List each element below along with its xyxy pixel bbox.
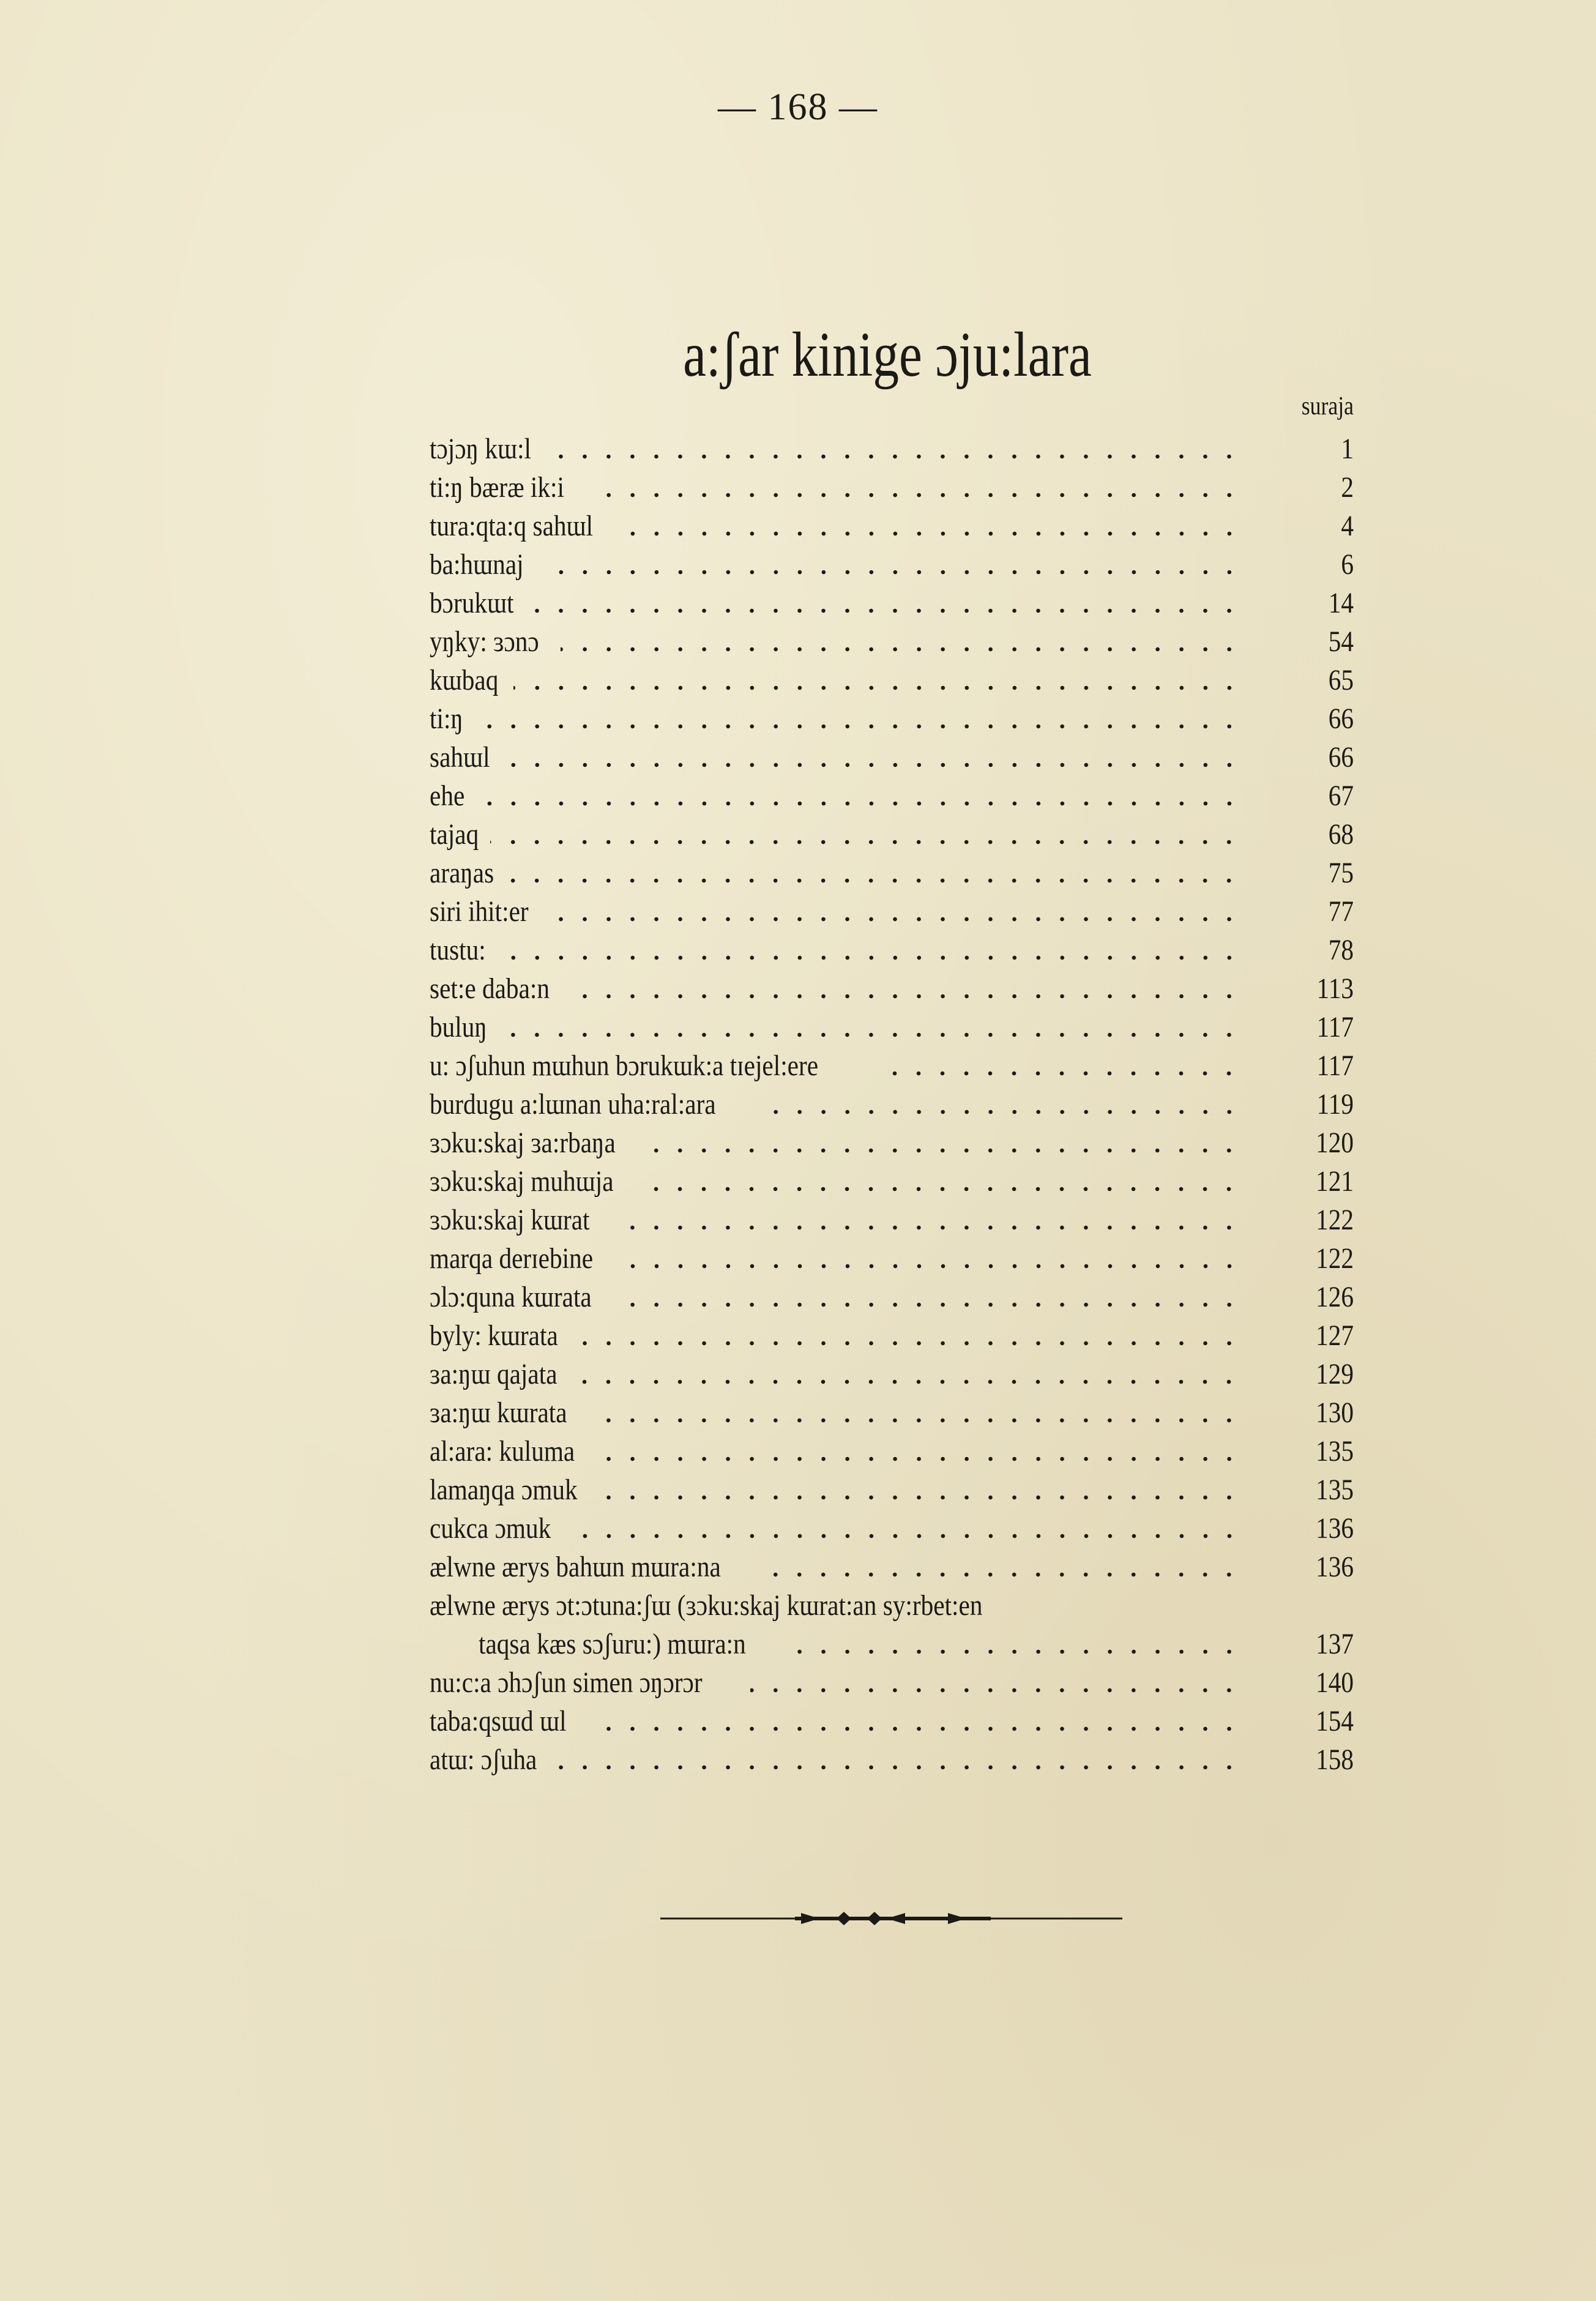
- toc-entry-title: lamaŋqa ɔmuk: [430, 1474, 578, 1506]
- dot-leader: [551, 453, 1241, 460]
- toc-entry-title: taba:qsɯd ɯl: [430, 1705, 567, 1737]
- toc-entry-title: yŋky: ɜɔnɔ: [430, 625, 539, 658]
- toc-entry: [430, 1008, 1354, 1046]
- toc-entry-page: 78: [1328, 934, 1354, 966]
- toc-entry-page: 4: [1341, 510, 1354, 542]
- toc-entry: [430, 969, 1354, 1008]
- toc-entry-page: 2: [1341, 471, 1354, 504]
- toc-entry: [430, 738, 1354, 777]
- toc-entry-title: tura:qta:q sahɯl: [430, 510, 594, 542]
- table-of-contents: [430, 430, 1354, 1779]
- dot-leader: [766, 1109, 1241, 1115]
- toc-entry-page: 127: [1316, 1319, 1354, 1352]
- dot-leader: [592, 1726, 1241, 1732]
- page-title: a:ʃar kinige ɔju:lara: [683, 319, 1092, 390]
- toc-entry-title: ælwne ærys bahɯn mɯra:na: [430, 1551, 721, 1583]
- toc-entry-title: ti:ŋ bæræ ik:i: [430, 471, 564, 504]
- page-number: — 168 —: [718, 86, 878, 128]
- toc-entry-page: 129: [1316, 1358, 1354, 1390]
- toc-entry: [430, 545, 1354, 584]
- toc-entry-page: 54: [1328, 625, 1354, 658]
- toc-entry-title: kɯbaq: [430, 664, 499, 696]
- toc-entry-page: 117: [1316, 1011, 1354, 1043]
- toc-entry: [430, 1740, 1354, 1779]
- toc-entry-title: ɜa:ŋɯ kɯrata: [430, 1397, 567, 1429]
- toc-entry-title: sahɯl: [430, 741, 490, 774]
- toc-entry: [430, 1702, 1354, 1740]
- toc-entry-title: ɜɔku:skaj kɯrat: [430, 1204, 590, 1236]
- toc-entry-title: ehe: [430, 780, 465, 812]
- toc-entry-page: 117: [1316, 1050, 1354, 1082]
- toc-entry-page: 154: [1316, 1705, 1354, 1737]
- dot-leader: [793, 1649, 1241, 1655]
- toc-entry-page: 75: [1328, 857, 1354, 889]
- toc-entry: [430, 1239, 1354, 1278]
- ornament-divider: [660, 1909, 1122, 1928]
- toc-entry-page: 140: [1316, 1666, 1354, 1699]
- toc-entry-title: araŋas: [430, 857, 494, 889]
- toc-entry-page: 121: [1316, 1165, 1354, 1198]
- toc-entry-title: bɔrukɯt: [430, 587, 514, 619]
- toc-entry: [430, 1625, 1354, 1663]
- toc-entry: [430, 1548, 1354, 1586]
- toc-entry-page: 113: [1316, 972, 1354, 1005]
- dot-leader: [647, 1186, 1241, 1192]
- dot-leader: [583, 1340, 1241, 1346]
- dot-leader: [885, 1070, 1241, 1076]
- dot-leader: [624, 531, 1241, 537]
- dot-leader: [513, 685, 1241, 691]
- toc-entry-title: burdugu a:lɯnan uha:ral:ara: [430, 1088, 716, 1121]
- toc-entry: [430, 1278, 1354, 1316]
- toc-entry-title: cukca ɔmuk: [430, 1512, 551, 1545]
- dot-leader: [772, 1572, 1241, 1578]
- toc-entry-title: buluŋ: [430, 1011, 487, 1043]
- toc-entry: [430, 815, 1354, 854]
- toc-entry-page: 136: [1316, 1551, 1354, 1583]
- toc-entry-page: 66: [1328, 741, 1354, 774]
- toc-entry-page: 130: [1316, 1397, 1354, 1429]
- toc-entry-title: nu:c:a ɔhɔʃun simen ɔŋɔrɔr: [430, 1666, 703, 1699]
- dot-leader: [490, 839, 1241, 845]
- toc-entry-title: tajaq: [430, 818, 479, 851]
- dot-leader: [575, 1533, 1241, 1539]
- toc-entry-page: 126: [1316, 1281, 1354, 1313]
- dot-leader: [499, 955, 1241, 961]
- toc-entry-title: al:ara: kuluma: [430, 1435, 575, 1467]
- toc-entry: [430, 1471, 1354, 1509]
- toc-entry: [430, 1124, 1354, 1162]
- toc-entry: [430, 507, 1354, 545]
- toc-entry-page: 135: [1316, 1474, 1354, 1506]
- toc-entry-page: 120: [1316, 1127, 1354, 1159]
- toc-entry-page: 14: [1328, 587, 1354, 619]
- dot-leader: [750, 1687, 1241, 1693]
- dot-leader: [649, 1147, 1241, 1154]
- toc-entry-page: 137: [1316, 1628, 1354, 1660]
- toc-entry: [430, 661, 1354, 699]
- toc-entry: [430, 622, 1354, 661]
- toc-entry: [430, 1509, 1354, 1548]
- toc-entry: [430, 892, 1354, 931]
- toc-entry-page: 66: [1328, 703, 1354, 735]
- dot-leader: [593, 1417, 1241, 1423]
- toc-entry-page: 158: [1316, 1743, 1354, 1776]
- toc-entry-title: ɜa:ŋɯ qajata: [430, 1358, 557, 1390]
- toc-entry-title: ælwne ærys ɔt:ɔtuna:ʃɯ (ɜɔku:skaj kɯrat:an sy:rbet:en: [430, 1589, 983, 1622]
- dot-leader: [605, 1494, 1241, 1501]
- page-column-header: suraja: [1301, 392, 1354, 420]
- toc-entry: [430, 777, 1354, 815]
- dot-leader: [573, 993, 1241, 999]
- toc-entry-page: 122: [1316, 1242, 1354, 1275]
- toc-entry-title: ti:ŋ: [430, 703, 463, 735]
- toc-entry-page: 122: [1316, 1204, 1354, 1236]
- toc-entry-page: 135: [1316, 1435, 1354, 1467]
- toc-entry-title: ba:hɯnaj: [430, 548, 524, 581]
- toc-entry: [430, 1085, 1354, 1124]
- toc-entry-page: 67: [1328, 780, 1354, 812]
- dot-leader: [474, 800, 1241, 807]
- dot-leader: [543, 569, 1241, 575]
- toc-entry: [430, 1393, 1354, 1432]
- dot-leader: [558, 1764, 1241, 1770]
- toc-entry-title: ɜɔku:skaj muhɯja: [430, 1165, 614, 1198]
- dot-leader: [602, 1456, 1241, 1462]
- toc-entry-page: 1: [1341, 433, 1354, 465]
- dot-leader: [548, 916, 1241, 922]
- toc-entry-title: tɔjɔŋ kɯ:l: [430, 433, 532, 465]
- toc-entry: [430, 1586, 1354, 1625]
- toc-entry-page: 119: [1316, 1088, 1354, 1121]
- toc-entry-page: 65: [1328, 664, 1354, 696]
- toc-entry: [430, 1201, 1354, 1239]
- dot-leader: [500, 1032, 1241, 1038]
- toc-entry-title: taqsa kæs sɔʃuru:) mɯra:n: [479, 1628, 746, 1660]
- toc-entry-title: atɯ: ɔʃuha: [430, 1743, 537, 1776]
- toc-entry: [430, 584, 1354, 622]
- toc-entry: [430, 699, 1354, 738]
- toc-entry-title: u: ɔʃuhun mɯhun bɔrukɯk:a tɪejel:ere: [430, 1050, 819, 1082]
- toc-entry: [430, 1162, 1354, 1201]
- toc-entry-title: set:e daba:n: [430, 972, 550, 1005]
- dot-leader: [561, 646, 1241, 652]
- toc-entry-page: 136: [1316, 1512, 1354, 1545]
- toc-entry: [430, 1432, 1354, 1471]
- dot-leader: [508, 878, 1241, 884]
- toc-entry-title: marqa derɪebine: [430, 1242, 594, 1275]
- toc-entry: [430, 931, 1354, 969]
- dot-leader: [581, 1379, 1241, 1385]
- toc-entry: [430, 1663, 1354, 1702]
- toc-entry: [430, 430, 1354, 468]
- toc-entry-title: ɜɔku:skaj ɜa:rbaŋa: [430, 1127, 616, 1159]
- toc-entry-page: 68: [1328, 818, 1354, 851]
- dot-leader: [531, 608, 1241, 614]
- toc-entry-title: byly: kɯrata: [430, 1319, 558, 1352]
- dot-leader: [590, 492, 1241, 498]
- dot-leader: [622, 1302, 1241, 1308]
- dot-leader: [619, 1225, 1241, 1231]
- toc-entry: [430, 1316, 1354, 1355]
- dot-leader: [504, 762, 1241, 768]
- toc-entry: [430, 1355, 1354, 1393]
- toc-entry-page: 77: [1328, 895, 1354, 928]
- toc-entry-page: 6: [1341, 548, 1354, 581]
- toc-entry: [430, 854, 1354, 892]
- toc-entry-title: siri ihit:er: [430, 895, 529, 928]
- dot-leader: [624, 1263, 1242, 1269]
- toc-entry: [430, 1046, 1354, 1085]
- toc-entry-title: tustu:: [430, 934, 486, 966]
- toc-entry-title: ɔlɔ:quna kɯrata: [430, 1281, 592, 1313]
- dot-leader: [472, 723, 1241, 729]
- toc-entry: [430, 468, 1354, 507]
